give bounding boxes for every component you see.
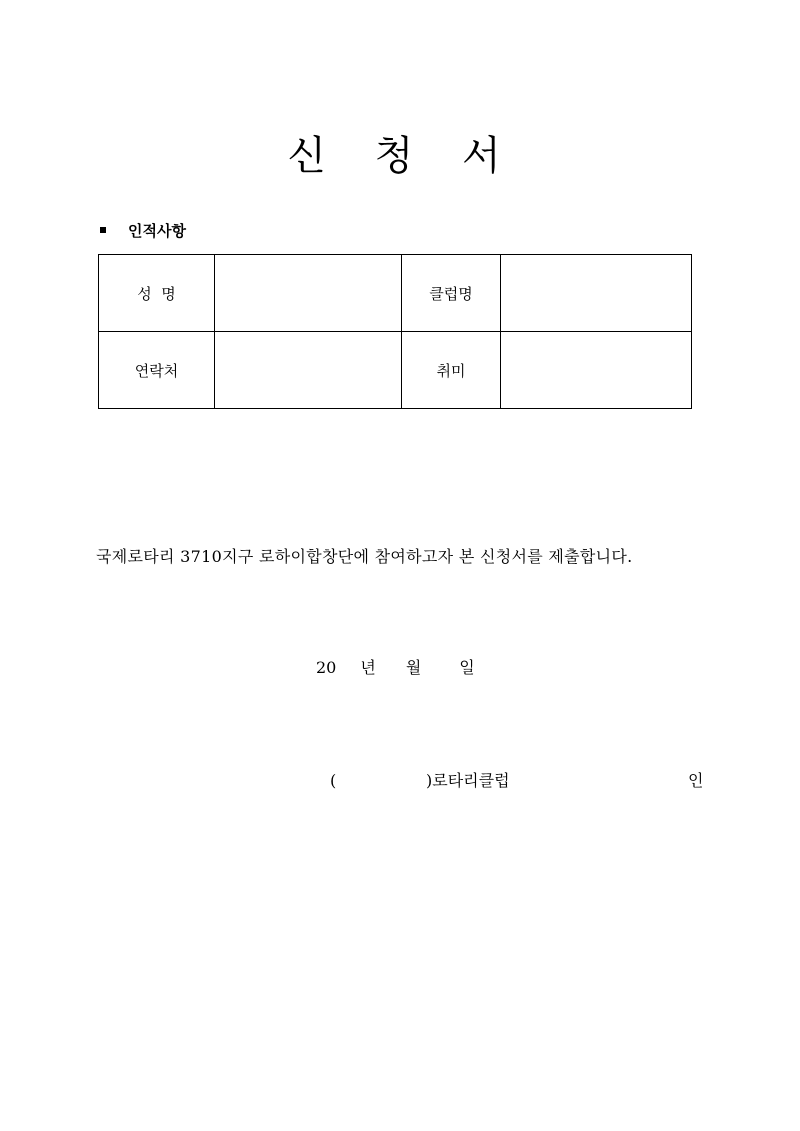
month-unit: 월 — [405, 658, 422, 677]
table-row — [99, 332, 692, 409]
year-prefix: 20 — [316, 658, 337, 677]
section-heading-personal-info — [100, 218, 186, 242]
club-name-value-cell[interactable] — [501, 255, 692, 332]
square-bullet-icon — [100, 227, 106, 233]
year-unit: 년 — [360, 658, 376, 677]
hobby-value-cell[interactable] — [501, 332, 692, 409]
date-line — [316, 656, 475, 680]
name-label-cell — [99, 255, 215, 332]
day-unit: 일 — [459, 658, 475, 677]
club-name-label: 클럽명 — [429, 284, 473, 303]
seal-mark: 인 — [688, 771, 704, 790]
application-statement: 국제로타리 3710지구 로하이합창단에 참여하고자 본 신청서를 제출합니다. — [96, 547, 633, 566]
section-heading-label: 인적사항 — [128, 221, 186, 240]
contact-value-cell[interactable] — [215, 332, 402, 409]
name-value-cell[interactable] — [215, 255, 402, 332]
personal-info-table — [98, 254, 692, 409]
hobby-label-cell — [402, 332, 501, 409]
contact-label-cell — [99, 332, 215, 409]
table-row — [99, 255, 692, 332]
hobby-label: 취미 — [436, 361, 466, 380]
name-label: 성 명 — [137, 284, 176, 303]
document-title: 신 청 서 — [287, 133, 519, 179]
club-name-open-paren: ( — [330, 771, 337, 790]
contact-label: 연락처 — [134, 361, 179, 380]
club-name-label-cell — [402, 255, 501, 332]
club-name-suffix: )로타리클럽 — [426, 771, 510, 790]
